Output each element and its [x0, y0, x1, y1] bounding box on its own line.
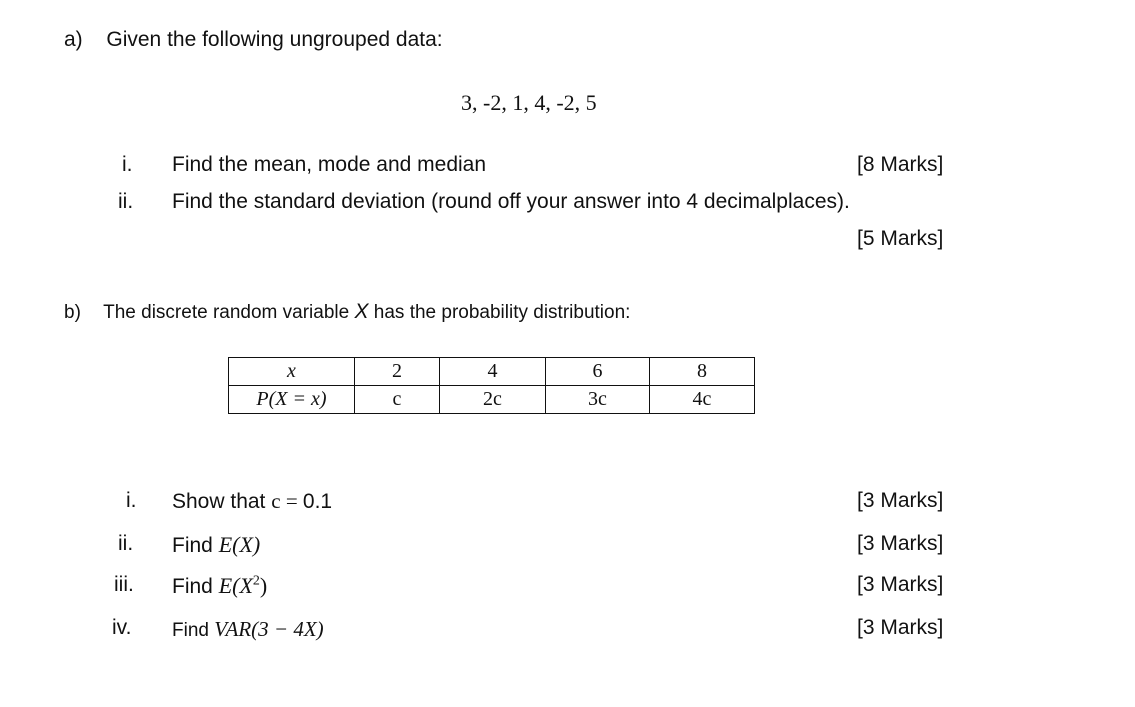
item-math-base: E(X	[218, 573, 253, 598]
question-a	[64, 28, 443, 52]
table-row	[229, 386, 755, 414]
item-text-pre: Find	[172, 620, 209, 641]
item-math: E(X)	[218, 532, 261, 557]
item-text: Find the mean, mode and median	[172, 153, 487, 176]
item-number: ii.	[118, 190, 134, 213]
marks-label: [3 Marks]	[857, 489, 944, 512]
table-cell: 6	[546, 358, 650, 386]
item-number: ii.	[118, 532, 134, 555]
item-math-close: )	[259, 573, 268, 598]
item-text-pre: Find	[172, 534, 213, 557]
marks-label: [8 Marks]	[857, 153, 944, 176]
question-b	[64, 300, 630, 324]
item-text-pre: Show that	[172, 490, 266, 513]
question-b-intro-pre: The discrete random variable	[103, 302, 350, 323]
item-number: iv.	[112, 616, 132, 639]
marks-label: [3 Marks]	[857, 616, 944, 639]
table-cell: 4c	[650, 386, 755, 414]
item-number: i.	[122, 153, 133, 176]
marks-label: [5 Marks]	[857, 227, 944, 250]
table-cell: 3c	[546, 386, 650, 414]
question-a-label: a)	[64, 28, 83, 51]
marks-label: [3 Marks]	[857, 532, 944, 555]
data-values: 3, -2, 1, 4, -2, 5	[461, 90, 597, 115]
table-row	[229, 358, 755, 386]
question-a-intro: Given the following ungrouped data:	[106, 28, 443, 51]
item-text-pre: Find	[172, 575, 213, 598]
table-cell: 2	[355, 358, 440, 386]
table-cell: 8	[650, 358, 755, 386]
question-b-label: b)	[64, 302, 81, 323]
probability-table	[228, 357, 755, 414]
item-math	[219, 573, 268, 598]
item-number: iii.	[114, 573, 134, 596]
table-cell: 2c	[440, 386, 546, 414]
item-text	[172, 489, 332, 514]
question-b-variable: X	[354, 300, 369, 323]
header-probability: P(X = x)	[229, 386, 355, 414]
item-text	[172, 532, 260, 558]
table-cell: c	[355, 386, 440, 414]
item-math-exponent: 2	[252, 573, 260, 589]
header-x: x	[229, 358, 355, 386]
item-number: i.	[126, 489, 137, 512]
question-b-intro-post: has the probability distribution:	[373, 302, 631, 323]
item-text: Find the standard deviation (round off your answer into 4 decimalplaces).	[172, 190, 850, 213]
item-math: VAR(3 − 4X)	[214, 617, 324, 641]
item-math: c =	[271, 489, 303, 513]
table-cell: 4	[440, 358, 546, 386]
marks-label: [3 Marks]	[857, 573, 944, 596]
item-text-post: 0.1	[302, 490, 333, 513]
item-text	[172, 617, 324, 642]
item-text	[172, 573, 267, 599]
